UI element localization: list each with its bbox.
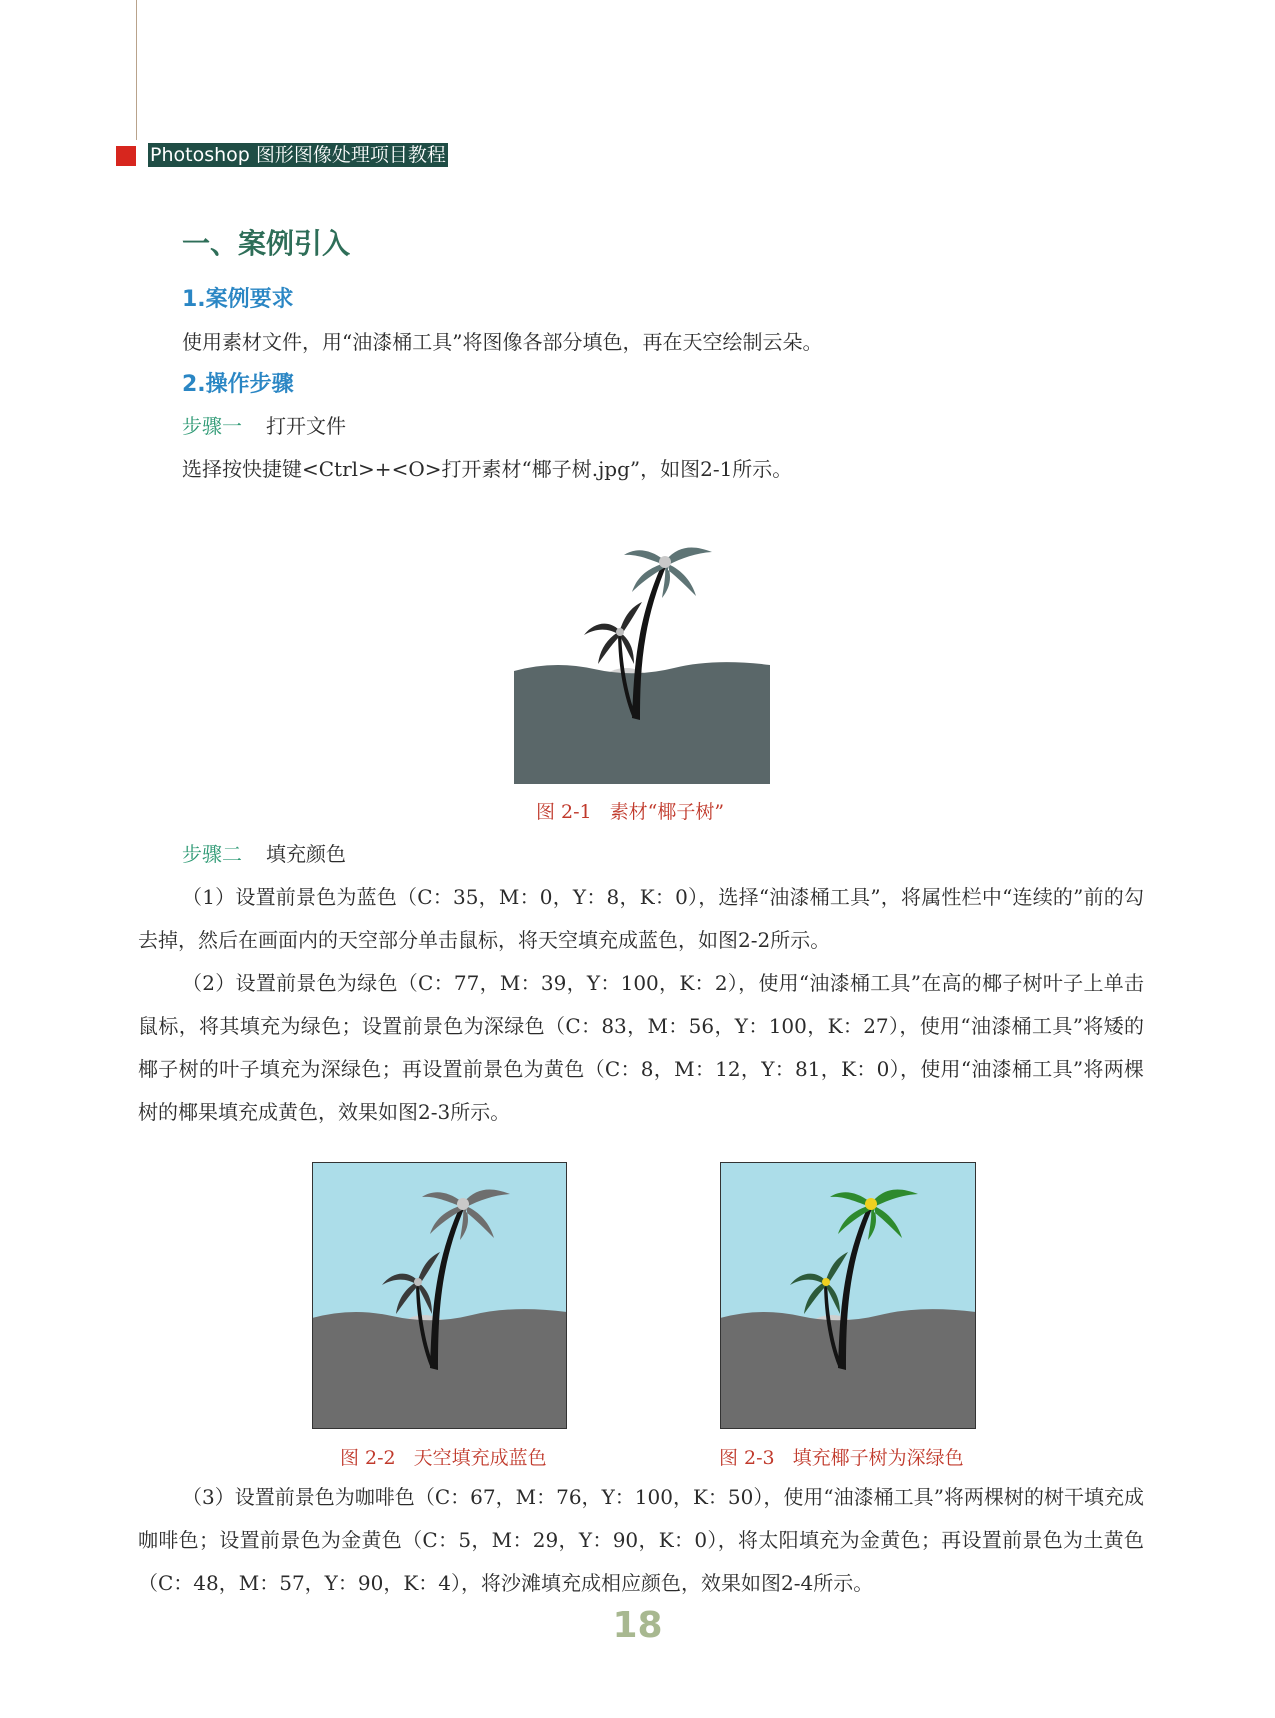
step2-paragraph-1: （1）设置前景色为蓝色（C：35，M：0，Y：8，K：0），选择“油漆桶工具”，将属性栏中“连续的”前的勾去掉，然后在画面内的天空部分单击鼠标，将天空填充成蓝色，如图2-2所示。 (138, 885, 1144, 952)
step1-title: 打开文件 (266, 414, 346, 438)
header-rule-line (136, 0, 137, 140)
step2-paragraph-2: （2）设置前景色为绿色（C：77，M：39，Y：100，K：2），使用“油漆桶工具”在高的椰子树叶子上单击鼠标，将其填充为绿色；设置前景色为深绿色（C：83，M：56，Y：100，K：27），使用“油漆桶工具”将矮的椰子树的叶子填充为深绿色；再设置前景色为黄色（C：8，M：12，Y：81，K：0），使用“油漆桶工具”将两棵树的椰果填充成黄色，效果如图2-3所示。 (138, 971, 1144, 1124)
subheading-requirement: 1.案例要求 (182, 287, 294, 312)
figure-2-2-number: 图 2-2 (340, 1447, 396, 1469)
step2-paragraph-3: （3）设置前景色为咖啡色（C：67，M：76，Y：100，K：50），使用“油漆桶工具”将两棵树的树干填充成咖啡色；设置前景色为金黄色（C：5，M：29，Y：90，K：0），将太阳填充为金黄色；再设置前景色为土黄色（C：48，M：57，Y：90，K：4），将沙滩填充成相应颜色，效果如图2-4所示。 (138, 1485, 1144, 1595)
step1-text: 选择按快捷键<Ctrl>+<O>打开素材“椰子树.jpg”，如图2-1所示。 (182, 457, 793, 481)
step1-heading (182, 410, 346, 439)
figure-2-1-image (514, 540, 770, 784)
figure-2-3-number: 图 2-3 (719, 1447, 775, 1469)
figure-2-3-image (720, 1162, 976, 1429)
subheading-steps: 2.操作步骤 (182, 372, 294, 397)
figure-2-3-caption (719, 1443, 964, 1470)
header-marker (116, 146, 136, 166)
section-title: 一、案例引入 (182, 227, 351, 260)
figure-2-3-text: 填充椰子树为深绿色 (792, 1447, 964, 1469)
book-title: Photoshop 图形图像处理项目教程 (150, 144, 446, 166)
step2-heading (182, 838, 346, 867)
step2-label: 步骤二 (182, 842, 242, 866)
figure-2-2-image (312, 1162, 567, 1429)
page-number: 18 (612, 1605, 663, 1646)
figure-2-2-caption (340, 1443, 547, 1470)
figure-2-1-text: 素材“椰子树” (609, 801, 725, 823)
figure-2-2-text: 天空填充成蓝色 (413, 1447, 547, 1469)
step1-label: 步骤一 (182, 414, 242, 438)
requirement-text: 使用素材文件，用“油漆桶工具”将图像各部分填色，再在天空绘制云朵。 (182, 330, 823, 354)
figure-2-1-caption (536, 797, 724, 824)
step2-title: 填充颜色 (266, 842, 346, 866)
figure-2-1-number: 图 2-1 (536, 801, 592, 823)
